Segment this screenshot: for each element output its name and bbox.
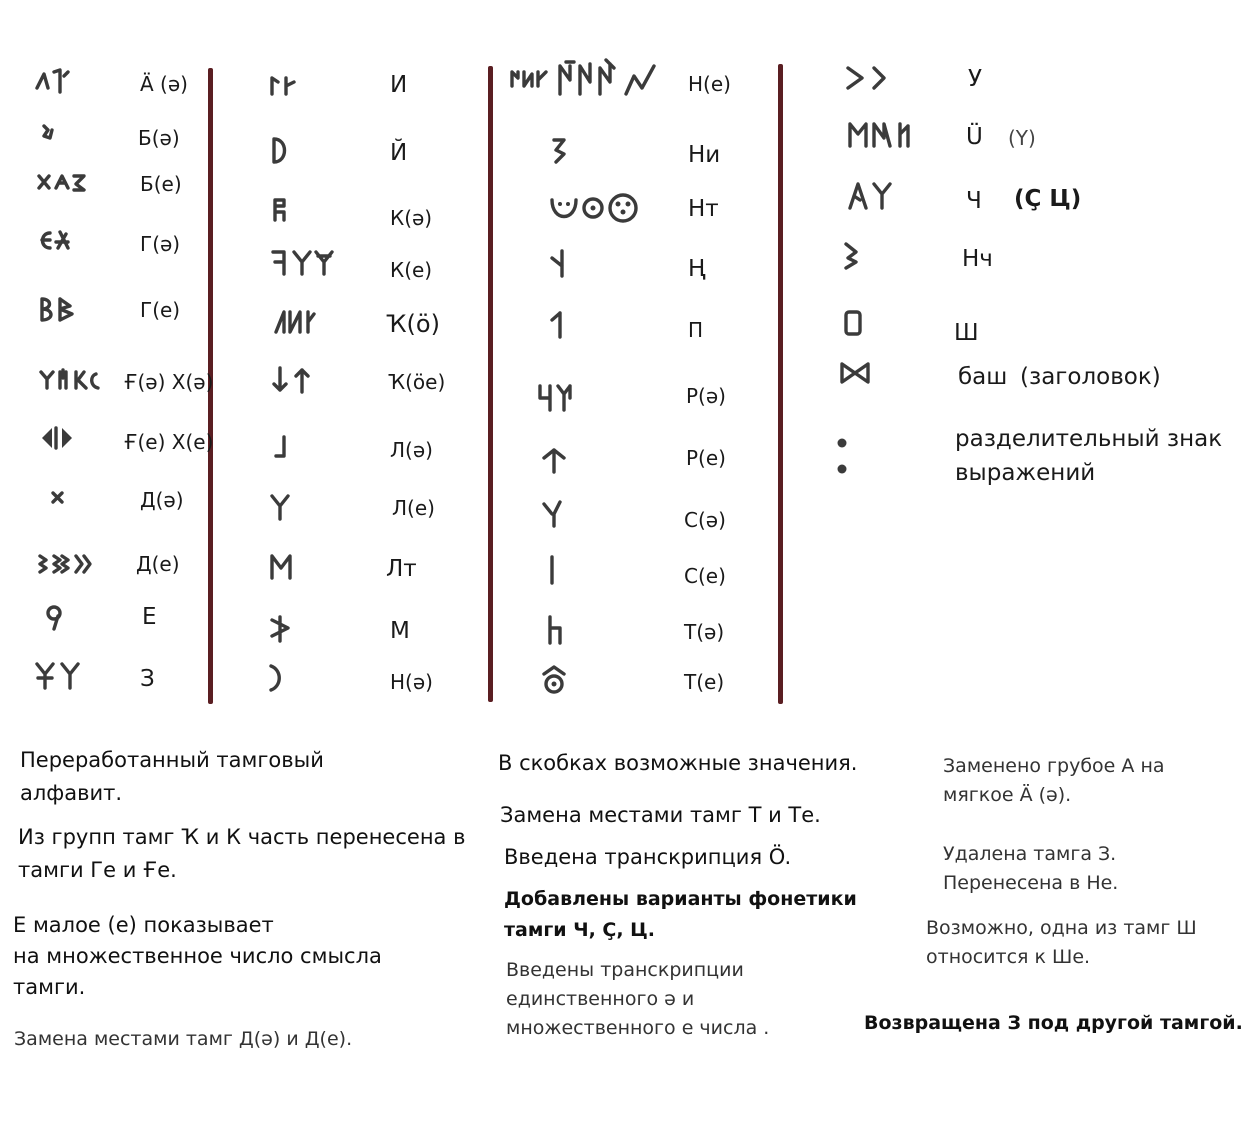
- note: Замена местами тамг Т и Те.: [500, 803, 821, 827]
- note: Введены транскрипции единственного ə и множественного е числа .: [506, 959, 770, 1039]
- tamga-label: Ғ(е) Х(е): [124, 430, 214, 454]
- tamga-label: Б(ə): [138, 126, 180, 150]
- tamga-label: К(ə): [390, 206, 433, 230]
- tamga-l1-icon: [272, 434, 292, 460]
- tamga-label: П: [688, 318, 704, 342]
- tamga-q2-icon: [270, 364, 314, 396]
- tamga-d1-icon: [50, 490, 66, 506]
- tamga-label: Л(ə): [390, 438, 433, 462]
- tamga-label: Ä (ə): [140, 72, 188, 96]
- tamga-r1-icon: [534, 380, 578, 414]
- tamga-label: разделительный знак: [955, 426, 1223, 452]
- tamga-gh1-icon: [38, 366, 104, 394]
- tamga-k2-icon: [270, 248, 336, 278]
- tamga-ch-icon: [846, 180, 892, 212]
- note: Введена транскрипция Ö.: [504, 845, 792, 869]
- tamga-label: Ни: [688, 142, 721, 168]
- tamga-label: Нч: [962, 246, 993, 272]
- tamga-d2-icon: [36, 552, 92, 576]
- tamga-label: Л(е): [392, 496, 435, 520]
- tamga-g2-icon: [38, 296, 78, 324]
- tamga-label: Т(е): [684, 670, 725, 694]
- column-separator: [778, 64, 783, 704]
- note: В скобках возможные значения.: [498, 751, 858, 775]
- tamga-label: Й: [390, 140, 408, 166]
- tamga-b1-icon: [38, 122, 58, 144]
- tamga-a-icon: [34, 66, 74, 96]
- tamga-t2-icon: [540, 664, 568, 696]
- tamga-label: Ш: [954, 320, 979, 346]
- note: Добавлены варианты фонетики тамги Ч, Ç, Ц.: [504, 888, 857, 941]
- tamga-n1-icon: [266, 662, 286, 694]
- tamga-ni-icon: [550, 136, 570, 166]
- tamga-sh-icon: [842, 308, 866, 338]
- tamga-label: Ғ(ə) Х(ə): [124, 370, 214, 394]
- tamga-label: Б(е): [140, 172, 182, 196]
- tamga-label: Н(ə): [390, 670, 433, 694]
- tamga-label: Ҡ(öе): [388, 370, 446, 394]
- note-title: Переработанный тамговый алфавит.: [20, 748, 324, 805]
- tamga-label-line2: выражений: [955, 460, 1096, 486]
- tamga-z-icon: [34, 660, 82, 692]
- tamga-r2-icon: [540, 444, 568, 474]
- tamga-label: Ң: [688, 256, 706, 282]
- tamga-bash-icon: [838, 360, 872, 386]
- tamga-label: К(е): [390, 258, 433, 282]
- tamga-label: Г(ə): [140, 232, 181, 256]
- tamga-gh2-icon: [40, 426, 80, 450]
- tamga-label: У: [968, 66, 983, 92]
- tamga-l2-icon: [268, 492, 292, 522]
- tamga-s1-icon: [540, 498, 566, 530]
- tamga-label: З: [140, 666, 155, 692]
- column-separator: [488, 66, 493, 702]
- tamga-label: Д(е): [136, 552, 180, 576]
- tamga-label: Г(е): [140, 298, 181, 322]
- tamga-alt-label: (Ç Ц): [1014, 186, 1082, 212]
- tamga-ue-icon: [846, 118, 916, 150]
- tamga-label: Е: [142, 604, 157, 630]
- tamga-alt-label: (Y): [1008, 126, 1036, 150]
- tamga-m-icon: [268, 614, 292, 644]
- note: Замена местами тамг Д(ə) и Д(е).: [14, 1028, 353, 1050]
- tamga-label: Р(е): [686, 446, 726, 470]
- tamga-s2-icon: [544, 554, 560, 586]
- tamga-label: Лт: [386, 556, 417, 582]
- tamga-g1-icon: [38, 228, 72, 254]
- note: Из групп тамг Ҡ и К часть перенесена в тамги Ге и Ғе.: [18, 825, 466, 882]
- note: Е малое (е) показывает на множественное число смысла тамги.: [13, 913, 382, 999]
- note: Заменено грубое А на мягкое Ä (ə).: [943, 755, 1165, 806]
- note: Удалена тамга З. Перенесена в Не.: [943, 843, 1119, 894]
- separator-mark-icon: [834, 434, 850, 478]
- tamga-i-icon: [268, 72, 298, 98]
- tamga-k1-icon: [270, 196, 290, 224]
- note: Возможно, одна из тамг Ш относится к Ше.: [926, 917, 1197, 968]
- tamga-label: М: [390, 618, 410, 644]
- tamga-label: Т(ə): [684, 620, 725, 644]
- tamga-e-icon: [44, 604, 64, 632]
- tamga-n2-icon: [508, 56, 664, 100]
- tamga-q1-icon: [272, 306, 318, 336]
- tamga-y-icon: [270, 136, 294, 166]
- tamga-u-icon: [844, 64, 892, 94]
- tamga-label: Нт: [688, 196, 719, 222]
- tamga-label: С(е): [684, 564, 726, 588]
- tamga-nt-icon: [548, 190, 640, 226]
- tamga-nch-icon: [842, 240, 862, 272]
- tamga-t1-icon: [544, 614, 568, 646]
- tamga-lt-icon: [268, 552, 294, 582]
- tamga-b2-icon: [36, 170, 92, 196]
- tamga-p-icon: [548, 310, 568, 340]
- tamga-label: Р(ə): [686, 384, 726, 408]
- tamga-ng-icon: [548, 248, 572, 280]
- tamga-label: Ü: [966, 124, 983, 150]
- tamga-alt-label: (заголовок): [1020, 364, 1161, 390]
- tamga-label: Н(е): [688, 72, 731, 96]
- tamga-label: Д(ə): [140, 488, 184, 512]
- tamga-label: И: [390, 72, 408, 98]
- tamga-label: Ҡ(ö): [386, 310, 440, 338]
- tamga-label: баш: [958, 364, 1008, 390]
- tamga-label: Ч: [966, 188, 982, 214]
- tamga-label: С(ə): [684, 508, 726, 532]
- note: Возвращена З под другой тамгой.: [864, 1012, 1243, 1034]
